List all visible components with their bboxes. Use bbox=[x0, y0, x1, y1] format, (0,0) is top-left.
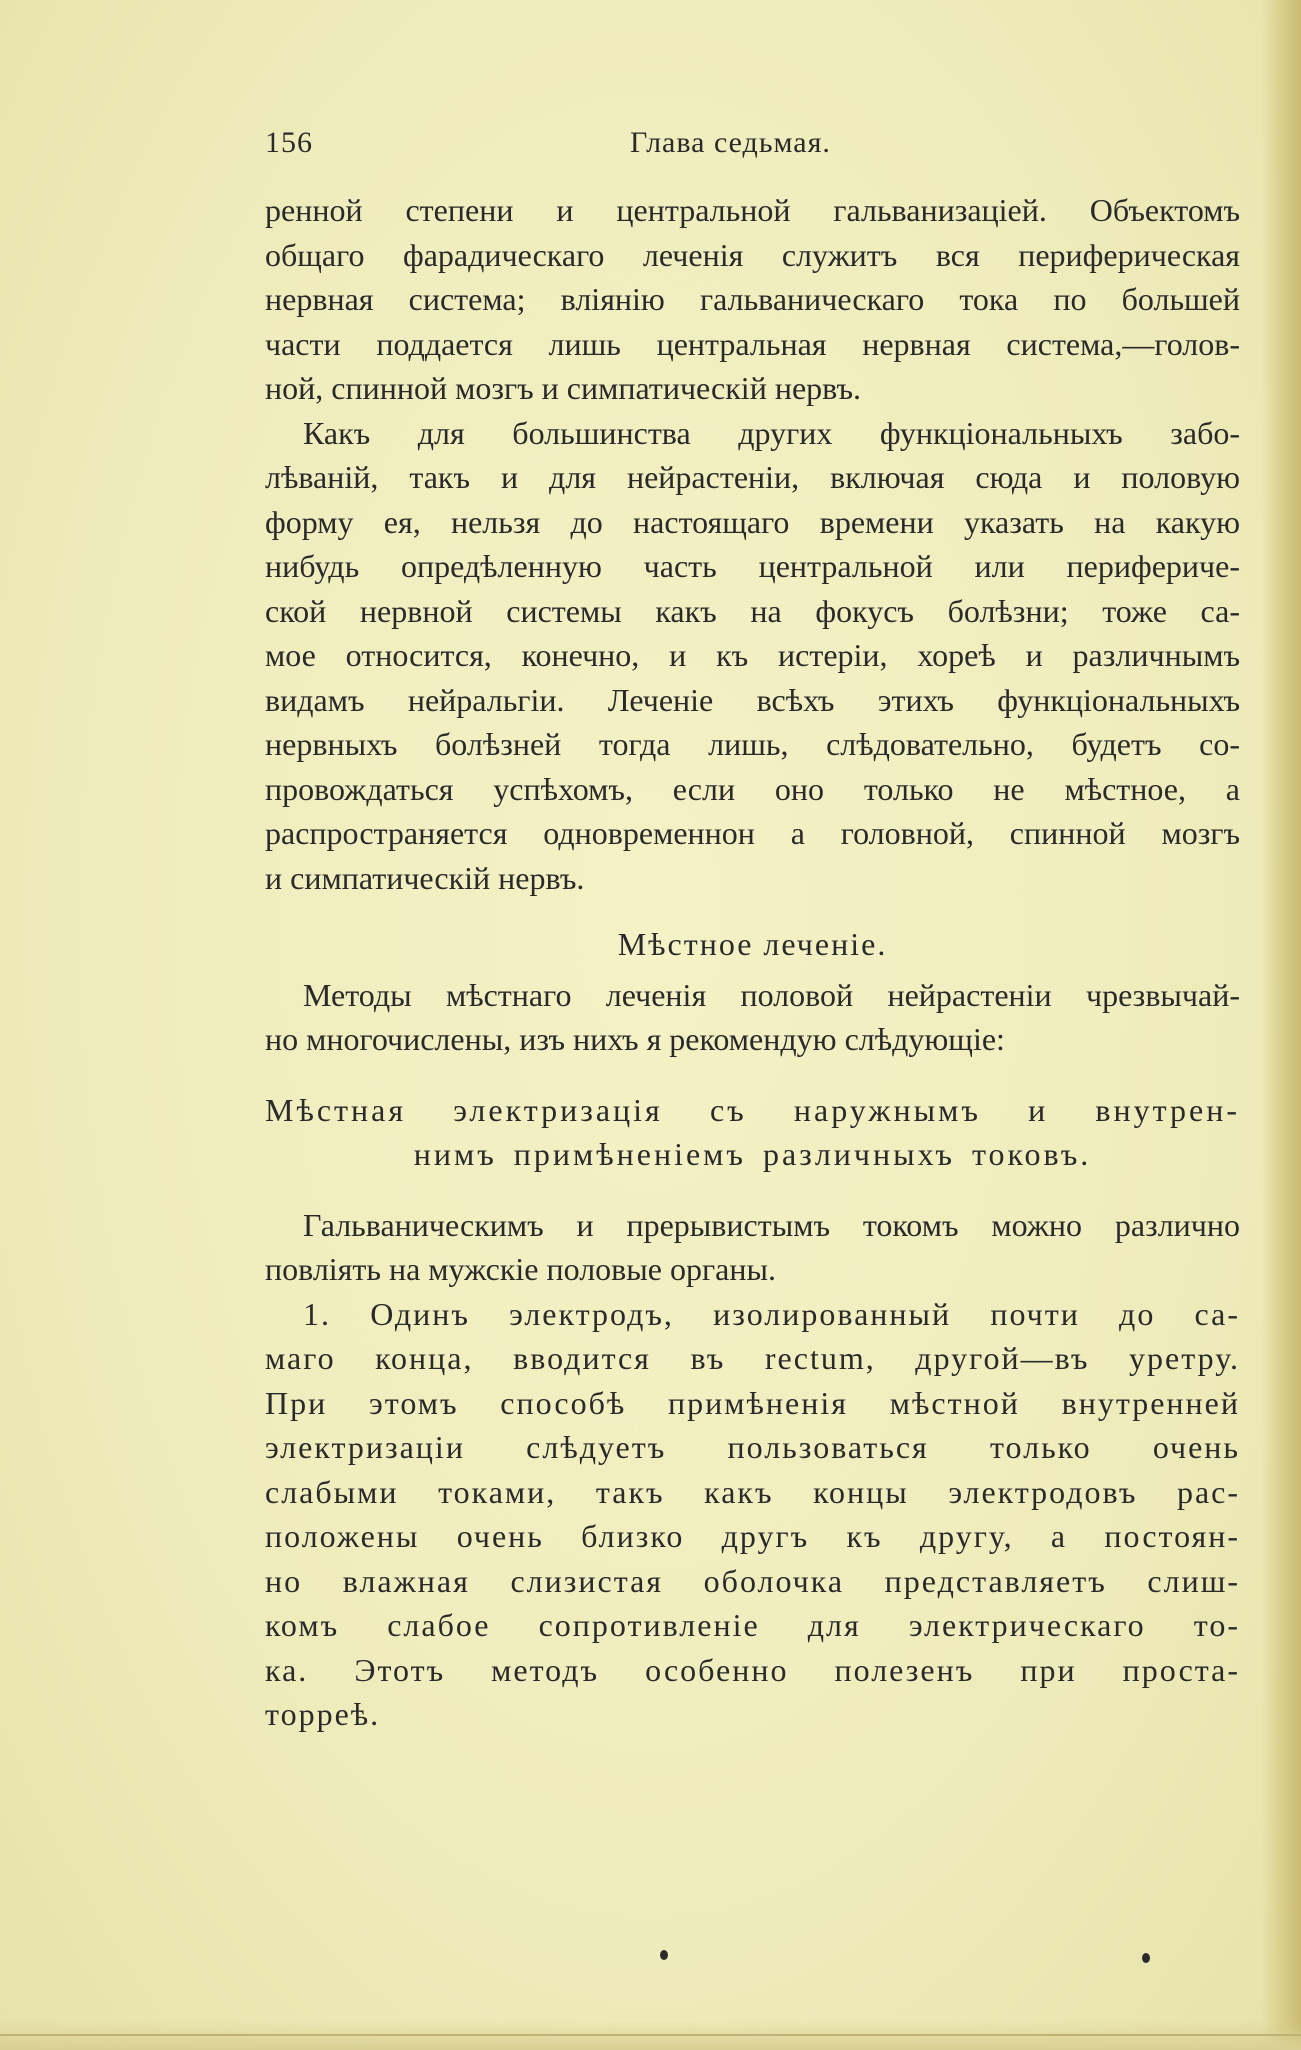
text-line: комъ слабое сопротивленіе для электрическаго то- bbox=[265, 1607, 1240, 1643]
text-line: ной, спинной мозгъ и симпатическій нервъ. bbox=[265, 370, 861, 406]
text-line: Гальваническимъ и прерывистымъ токомъ можно различно bbox=[303, 1206, 1240, 1243]
text-line: распространяется одновременнон а головной, спинной мозгъ bbox=[265, 815, 1240, 851]
text-line: Методы мѣстнаго леченія половой нейрастеніи чрезвычай- bbox=[303, 976, 1240, 1013]
text-line: но влажная слизистая оболочка представляетъ слиш- bbox=[265, 1562, 1240, 1599]
text-line: нервныхъ болѣзней тогда лишь, слѣдовательно, будетъ со- bbox=[265, 726, 1240, 762]
text-line: электризаціи слѣдуетъ пользоваться только очень bbox=[265, 1429, 1240, 1465]
text-line: 1. Одинъ электродъ, изолированный почти до са- bbox=[303, 1295, 1240, 1332]
paragraph-2 bbox=[265, 411, 1240, 901]
text-line: провождаться успѣхомъ, если оно только не мѣстное, а bbox=[265, 770, 1240, 807]
subsection-heading bbox=[265, 1088, 1240, 1177]
subsection-heading-line: нимъ примѣненіемъ различныхъ токовъ. bbox=[413, 1136, 1092, 1172]
text-line: мое относится, конечно, и къ истеріи, хореѣ и различнымъ bbox=[265, 637, 1240, 673]
text-line: повліять на мужскіе половые органы. bbox=[265, 1251, 776, 1287]
text-line: Какъ для большинства других функціональныхъ забо- bbox=[303, 414, 1240, 451]
text-line: положены очень близко другъ къ другу, а постоян- bbox=[265, 1518, 1240, 1554]
page-header bbox=[265, 126, 1240, 166]
text-line: общаго фарадическаго леченія служитъ вся периферическая bbox=[265, 236, 1240, 273]
page-number: 156 bbox=[265, 126, 313, 159]
running-title: Глава седьмая. bbox=[630, 126, 831, 159]
text-line: нибудь опредѣленную часть центральной или перифериче- bbox=[265, 548, 1240, 584]
ink-speck bbox=[660, 1950, 668, 1960]
text-line: нервная система; вліянію гальваническаго тока по большей bbox=[265, 281, 1240, 317]
text-line: видамъ нейральгіи. Леченіе всѣхъ этихъ функціональныхъ bbox=[265, 681, 1240, 718]
text-line: торреѣ. bbox=[265, 1696, 381, 1732]
paragraph-4 bbox=[265, 1203, 1240, 1292]
section-heading: Мѣстное леченіе. bbox=[617, 926, 888, 962]
text-line: части поддается лишь центральная нервная система,—голов- bbox=[265, 325, 1240, 362]
subsection-heading-line: Мѣстная электризація съ наружнымъ и внутрен- bbox=[265, 1091, 1240, 1128]
text-line: ка. Этотъ методъ особенно полезенъ при проста- bbox=[265, 1651, 1240, 1688]
page-bottom-rule bbox=[0, 2034, 1301, 2036]
page-text bbox=[265, 188, 1240, 1737]
text-line: лѣваній, такъ и для нейрастеніи, включая сюда и половую bbox=[265, 459, 1240, 495]
text-line: но многочислены, изъ нихъ я рекомендую слѣдующіе: bbox=[265, 1021, 1005, 1057]
text-line: ренной степени и центральной гальванизаціей. Объектомъ bbox=[265, 192, 1240, 228]
paragraph-1 bbox=[265, 188, 1240, 411]
text-line: форму ея, нельзя до настоящаго времени указать на какую bbox=[265, 503, 1240, 540]
text-line: и симпатическій нервъ. bbox=[265, 859, 585, 896]
paragraph-5 bbox=[265, 1292, 1240, 1737]
ink-speck bbox=[1142, 1953, 1150, 1963]
page-spine-shadow bbox=[1261, 0, 1301, 2050]
text-line: ской нервной системы какъ на фокусъ болѣзни; тоже са- bbox=[265, 592, 1240, 629]
text-line: маго конца, вводится въ rectum, другой—въ уретру. bbox=[265, 1340, 1240, 1376]
text-line: слабыми токами, такъ какъ концы электродовъ рас- bbox=[265, 1473, 1240, 1510]
paragraph-3 bbox=[265, 973, 1240, 1062]
text-line: При этомъ способѣ примѣненія мѣстной внутренней bbox=[265, 1384, 1240, 1421]
